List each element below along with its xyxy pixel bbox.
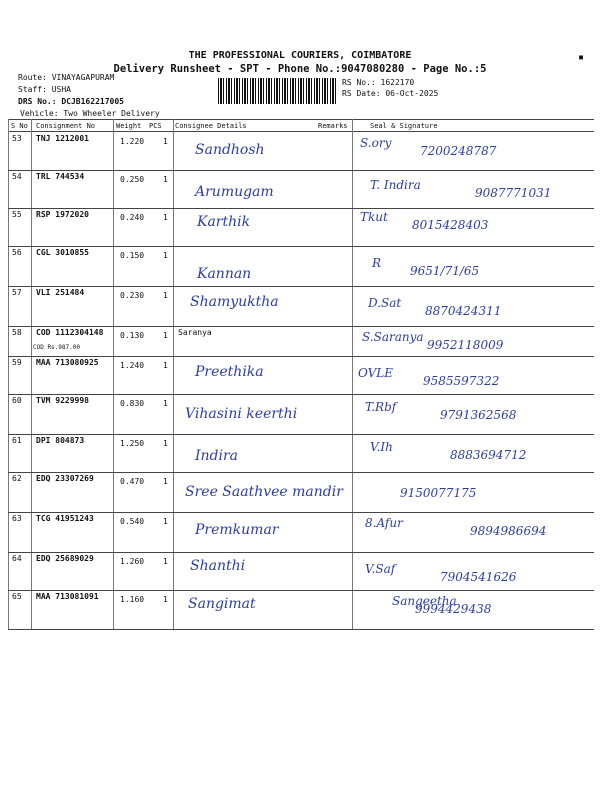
handwritten-phone: 9994429438 [415,602,492,616]
table-row [8,208,594,246]
handwritten-name: Preethika [195,364,264,380]
handwritten-name: Shanthi [190,558,246,574]
staff-label: Staff: USHA [18,85,71,94]
consignee-name: Saranya [178,328,212,337]
table-row [8,132,594,170]
pcs-value: 1 [163,361,168,370]
row-number: 60 [12,396,22,405]
signature: 8.Afur [365,516,403,530]
handwritten-phone: 7904541626 [440,570,517,584]
row-number: 56 [12,248,22,257]
handwritten-name: Sree Saathvee mandir [185,484,343,500]
signature: Sangeetha [392,594,457,608]
weight-value: 0.540 [120,517,145,526]
corner-mark-icon: ▪ [578,52,585,63]
runsheet-title: THE PROFESSIONAL COURIERS, COIMBATORE [188,50,412,61]
row-number: 59 [12,358,22,367]
consignment-number: EDQ 23307269 [36,474,94,483]
weight-value: 0.230 [120,291,145,300]
handwritten-name: Sandhosh [195,142,265,158]
pcs-value: 1 [163,477,168,486]
weight-value: 0.130 [120,331,145,340]
column-header: Seal & Signature [370,122,438,130]
weight-value: 0.830 [120,399,145,408]
consignment-number: TRL 744534 [36,172,85,181]
handwritten-name: Vihasini keerthi [185,406,298,422]
runsheet-subtitle: Delivery Runsheet - SPT - Phone No.:9047080280 - Page No.:5 [113,63,487,75]
consignment-number: CGL 3010855 [36,248,89,257]
row-number: 55 [12,210,22,219]
pcs-value: 1 [163,595,168,604]
signature: T.Rbf [365,400,397,414]
weight-value: 1.250 [120,439,145,448]
handwritten-phone: 9087771031 [475,186,552,200]
pcs-value: 1 [163,251,168,260]
handwritten-phone: 9791362568 [440,408,517,422]
weight-value: 1.260 [120,557,145,566]
handwritten-name: Indira [195,448,239,464]
row-number: 62 [12,474,22,483]
consignment-number: MAA 713080925 [36,358,99,367]
consignment-number: RSP 1972020 [36,210,89,219]
weight-value: 1.160 [120,595,145,604]
table-top-rule [8,119,594,120]
consignment-number: TVM 9229998 [36,396,89,405]
weight-value: 1.240 [120,361,145,370]
consignment-number: EDQ 25689029 [36,554,94,563]
drs-label: DRS No.: DCJB162217005 [18,97,124,106]
weight-value: 0.240 [120,213,145,222]
signature: Tkut [360,210,388,224]
rs-date: RS Date: 06-Oct-2025 [342,89,439,98]
pcs-value: 1 [163,557,168,566]
consignment-number: TNJ 1212001 [36,134,89,143]
signature: V.Ih [370,440,393,454]
consignment-number: TCG 41951243 [36,514,94,523]
consignment-number: COD 1112304148 [36,328,104,337]
column-header: PCS [149,122,162,130]
pcs-value: 1 [163,439,168,448]
weight-value: 0.470 [120,477,145,486]
signature: R [372,256,382,270]
column-header: Consignee Details [175,122,247,130]
row-number: 63 [12,514,22,523]
vehicle-label: Vehicle: Two Wheeler Delivery [20,109,160,118]
table-row [8,286,594,326]
weight-value: 0.250 [120,175,145,184]
signature: S.ory [360,136,392,150]
column-header: Remarks [318,122,348,130]
signature: D.Sat [368,296,402,310]
handwritten-phone: 9894986694 [470,524,547,538]
cod-amount: COD Rs.987.00 [33,344,80,351]
weight-value: 0.150 [120,251,145,260]
consignment-number: MAA 713081091 [36,592,99,601]
handwritten-phone: 8883694712 [450,448,527,462]
handwritten-name: Karthik [197,214,251,230]
handwritten-phone: 9585597322 [423,374,500,388]
column-header: Weight [116,122,142,130]
pcs-value: 1 [163,175,168,184]
signature: S.Saranya [362,330,424,344]
row-number: 57 [12,288,22,297]
pcs-value: 1 [163,137,168,146]
barcode-icon [218,78,338,104]
pcs-value: 1 [163,517,168,526]
signature: OVLE [358,366,394,380]
handwritten-phone: 9952118009 [427,338,504,352]
column-header: Consignment No [36,122,96,130]
pcs-value: 1 [163,399,168,408]
row-number: 61 [12,436,22,445]
row-rule [8,629,594,630]
row-number: 58 [12,328,22,337]
consignment-number: VLI 251484 [36,288,85,297]
pcs-value: 1 [163,213,168,222]
handwritten-phone: 8870424311 [425,304,502,318]
handwritten-name: Premkumar [195,522,279,538]
route-label: Route: VINAYAGAPURAM [18,73,115,82]
handwritten-phone: 9150077175 [400,486,477,500]
pcs-value: 1 [163,331,168,340]
handwritten-phone: 9651/71/65 [410,264,480,278]
row-number: 65 [12,592,22,601]
handwritten-phone: 8015428403 [412,218,489,232]
row-number: 54 [12,172,22,181]
row-number: 64 [12,554,22,563]
weight-value: 1.220 [120,137,145,146]
signature: T. Indira [370,178,421,192]
handwritten-phone: 7200248787 [420,144,497,158]
handwritten-name: Sangimat [188,596,256,612]
column-header: S No [11,122,28,130]
pcs-value: 1 [163,291,168,300]
handwritten-name: Kannan [197,266,252,282]
signature: V.Saf [365,562,396,576]
consignment-number: DPI 804873 [36,436,85,445]
handwritten-name: Arumugam [195,184,274,200]
table-row [8,246,594,286]
rs-number: RS No.: 1622170 [342,78,415,87]
handwritten-name: Shamyuktha [190,294,279,310]
row-number: 53 [12,134,22,143]
